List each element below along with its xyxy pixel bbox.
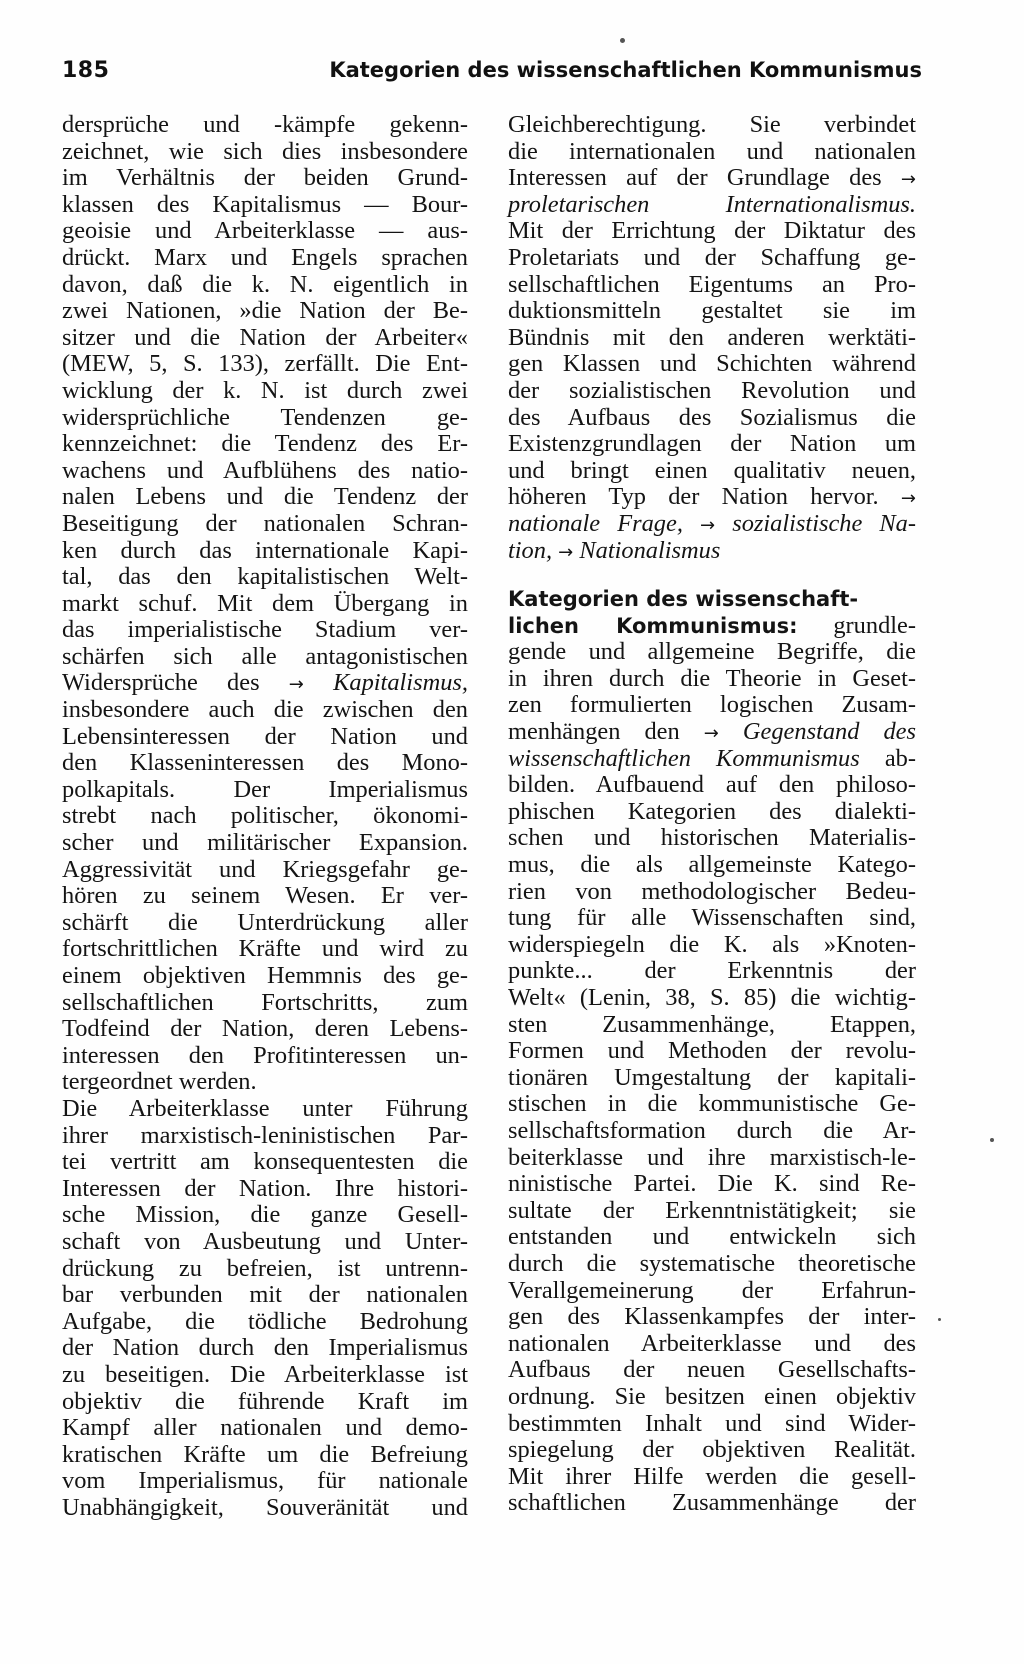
text-line: zwei Nationen, »die Nation der Be- — [62, 297, 468, 325]
text-line: sultate der Erkenntnistätigkeit; sie — [508, 1196, 916, 1224]
text-line: tergeordnet werden. — [62, 1068, 257, 1096]
cross-reference-sozialistische-nation-cont[interactable]: tion, — [508, 536, 553, 564]
text-line: kennzeichnet: die Tendenz des Er- — [62, 430, 468, 458]
cross-reference-proletarischer-internationalismus[interactable]: proletarischen Internationalismus. — [508, 190, 916, 218]
text-line: drückung zu befreien, ist untrenn- — [62, 1254, 468, 1282]
text-line: widersprüchliche Tendenzen ge- — [62, 403, 468, 431]
text-line: Gleichberechtigung. Sie verbindet — [508, 111, 916, 138]
text-line: punkte... der Erkenntnis der — [508, 957, 916, 985]
dictionary-entry — [508, 586, 916, 1517]
cross-reference-nationalismus[interactable]: Nationalismus — [579, 536, 721, 564]
text-line: bar verbunden mit der nationalen — [62, 1281, 468, 1309]
cross-reference-kapitalismus[interactable]: Kapitalismus, — [333, 669, 468, 697]
text-line: Die Arbeiterklasse unter Führung — [62, 1094, 468, 1122]
text-fragment: Interessen auf der Grundlage des — [508, 164, 901, 192]
text-line: entstanden und entwickeln sich — [508, 1223, 916, 1251]
text-line: beiterklasse und ihre marxistisch-le- — [508, 1143, 916, 1171]
cross-reference-sozialistische-nation[interactable]: sozialistische Na- — [732, 509, 916, 537]
text-line: Interessen der Nation. Ihre histori- — [62, 1174, 468, 1202]
cross-reference-gegenstand-cont[interactable]: wissenschaftlichen Kommunismus — [508, 744, 860, 772]
cross-reference-arrow-icon: → — [900, 169, 916, 191]
text-line: Verallgemeinerung der Erfahrun- — [508, 1276, 916, 1304]
text-line — [508, 165, 916, 192]
headword-part-2: lichen Kommunismus: — [508, 613, 798, 638]
headword-part-1: Kategorien des wissenschaft- — [508, 587, 859, 612]
text-line: gen des Klassenkampfes der inter- — [508, 1303, 916, 1331]
text-line: in ihren durch die Theorie in Geset- — [508, 664, 916, 692]
text-line: Mit der Errichtung der Diktatur des — [508, 217, 916, 245]
text-line: ninistische Partei. Die K. sind Re- — [508, 1170, 916, 1198]
text-fragment: grundle- — [797, 611, 916, 639]
text-line: sten Zusammenhänge, Etappen, — [508, 1010, 916, 1038]
text-line — [508, 746, 916, 773]
text-fragment: höheren Typ der Nation hervor. — [508, 483, 901, 511]
text-line: scher und militärischer Expansion. — [62, 829, 468, 857]
text-line: den Klasseninteressen des Mono- — [62, 749, 468, 777]
text-line: nationalen Arbeiterklasse und des — [508, 1329, 916, 1357]
text-line: die internationalen und nationalen — [508, 137, 916, 165]
text-line: markt schuf. Mit dem Übergang in — [62, 589, 468, 617]
text-line: geoisie und Arbeiterklasse — aus- — [62, 217, 468, 245]
text-line: schärft die Unterdrückung aller — [62, 908, 468, 936]
text-line: Mit ihrer Hilfe werden die gesell- — [508, 1462, 916, 1490]
text-line: fortschrittlichen Kräfte und wird zu — [62, 935, 468, 963]
text-line: Unabhängigkeit, Souveränität und — [62, 1493, 468, 1521]
text-line: wicklung der k. N. ist durch zwei — [62, 376, 468, 404]
text-line: objektiv die führende Kraft im — [62, 1387, 468, 1415]
text-line: duktionsmitteln gestaltet sie im — [508, 297, 916, 325]
text-line: bilden. Aufbauend auf den philoso- — [508, 771, 916, 799]
text-fragment: ab- — [859, 744, 916, 772]
text-line: Existenzgrundlagen der Nation um — [508, 430, 916, 458]
text-line: der sozialistischen Revolution und — [508, 376, 916, 404]
scan-speck — [938, 1318, 941, 1321]
entry-headword — [508, 586, 916, 613]
text-line: widerspiegeln die K. als »Knoten- — [508, 930, 916, 958]
text-line: sellschaftsformation durch die Ar- — [508, 1116, 916, 1144]
text-line: Todfeind der Nation, deren Lebens- — [62, 1015, 468, 1043]
text-line — [508, 613, 916, 640]
text-line: Bündnis mit den anderen werktäti- — [508, 323, 916, 351]
text-line: (MEW, 5, S. 133), zerfällt. Die Ent- — [62, 350, 468, 378]
text-line: davon, daß die k. N. eigentlich in — [62, 270, 468, 298]
text-line: schaft von Ausbeutung und Unter- — [62, 1227, 468, 1255]
text-line: durch die systematische theoretische — [508, 1249, 916, 1277]
text-line: tionären Umgestaltung der kapitali- — [508, 1063, 916, 1091]
text-line: Beseitigung der nationalen Schran- — [62, 509, 468, 537]
entry-separator — [508, 564, 916, 586]
text-line: rien von methodologischer Bedeu- — [508, 877, 916, 905]
cross-reference-gegenstand[interactable]: Gegenstand des — [742, 718, 916, 746]
cross-reference-nationale-frage[interactable]: nationale Frage, — [508, 509, 683, 537]
text-fragment: menhängen den — [508, 718, 704, 746]
text-line: tal, das den kapitalistischen Welt- — [62, 563, 468, 591]
text-line: insbesondere auch die zwischen den — [62, 696, 468, 724]
text-line: gende und allgemeine Begriffe, die — [508, 638, 916, 666]
text-line: schärfen sich alle antagonistischen — [62, 642, 468, 670]
text-line: des Aufbaus des Sozialismus die — [508, 403, 916, 431]
text-line: im Verhältnis der beiden Grund- — [62, 164, 468, 192]
cross-reference-arrow-icon: → — [700, 514, 716, 536]
text-line: dersprüche und -kämpfe gekenn- — [62, 111, 468, 138]
text-line: ken durch das internationale Kapi- — [62, 536, 468, 564]
text-line: sitzer und die Nation der Arbeiter« — [62, 323, 468, 351]
scan-speck — [990, 1138, 994, 1142]
text-line: Aufgabe, die tödliche Bedrohung — [62, 1307, 468, 1335]
text-line: gen Klassen und Schichten während — [508, 350, 916, 378]
text-line: polkapitals. Der Imperialismus — [62, 775, 468, 803]
text-line — [508, 511, 916, 538]
scan-speck — [620, 38, 625, 43]
text-line: drückt. Marx und Engels sprachen — [62, 243, 468, 271]
text-line: und bringt einen qualitativ neuen, — [508, 456, 916, 484]
text-line: das imperialistische Stadium ver- — [62, 616, 468, 644]
text-line: schen und historischen Materialis- — [508, 824, 916, 852]
text-line: tung für alle Wissenschaften sind, — [508, 904, 916, 932]
cross-reference-arrow-icon: → — [703, 723, 719, 745]
text-line: zeichnet, wie sich dies insbesondere — [62, 137, 468, 165]
text-line: sellschaftlichen Eigentums an Pro- — [508, 270, 916, 298]
right-column — [508, 112, 916, 1517]
text-line: schaftlichen Zusammenhänge der — [508, 1489, 916, 1517]
text-line: kratischen Kräfte um die Befreiung — [62, 1440, 468, 1468]
page-header — [62, 58, 922, 92]
text-line: sellschaftlichen Fortschritts, zum — [62, 988, 468, 1016]
text-line: Aggressivität und Kriegsgefahr ge- — [62, 855, 468, 883]
text-line: Kampf aller nationalen und demo- — [62, 1414, 468, 1442]
text-line: spiegelung der objektiven Realität. — [508, 1436, 916, 1464]
text-line: phischen Kategorien des dialekti- — [508, 797, 916, 825]
text-line: stischen in die kommunistische Ge- — [508, 1090, 916, 1118]
text-line: Lebensinteressen der Nation und — [62, 722, 468, 750]
text-line — [508, 538, 916, 565]
text-line: klassen des Kapitalismus — Bour- — [62, 190, 468, 218]
text-line: einem objektiven Hemmnis des ge- — [62, 962, 468, 989]
text-line: tei vertritt am konsequentesten die — [62, 1148, 468, 1176]
text-line: nalen Lebens und die Tendenz der — [62, 483, 468, 511]
text-line: ordnung. Sie besitzen einen objektiv — [508, 1382, 916, 1410]
cross-reference-arrow-icon: → — [558, 541, 574, 563]
cross-reference-arrow-icon: → — [288, 674, 304, 696]
text-line: wachens und Aufblühens des natio- — [62, 456, 468, 484]
text-line — [508, 719, 916, 746]
text-line: Aufbaus der neuen Gesellschafts- — [508, 1356, 916, 1384]
text-line: zen formulierten logischen Zusam- — [508, 691, 916, 719]
text-line: vom Imperialismus, für nationale — [62, 1467, 468, 1495]
text-line — [508, 484, 916, 511]
cross-reference-arrow-icon: → — [900, 488, 916, 510]
text-line: bestimmten Inhalt und sind Wider- — [508, 1409, 916, 1437]
text-line: Proletariats und der Schaffung ge- — [508, 243, 916, 271]
text-line: Welt« (Lenin, 38, S. 85) die wichtig- — [508, 984, 916, 1011]
text-line: interessen den Profitinteressen un- — [62, 1041, 468, 1069]
text-line: hören zu seinem Wesen. Er ver- — [62, 882, 468, 910]
text-line: sche Mission, die ganze Gesell- — [62, 1201, 468, 1229]
page-number: 185 — [62, 58, 110, 83]
text-line: ihrer marxistisch-leninistischen Par- — [62, 1121, 468, 1149]
running-head: Kategorien des wissenschaftlichen Kommunismus — [329, 58, 922, 82]
text-line: mus, die als allgemeinste Katego- — [508, 851, 916, 879]
text-line: strebt nach politischer, ökonomi- — [62, 802, 468, 830]
text-line: zu beseitigen. Die Arbeiterklasse ist — [62, 1360, 468, 1388]
text-line — [62, 670, 468, 697]
text-line: der Nation durch den Imperialismus — [62, 1334, 468, 1362]
text-line: Formen und Methoden der revolu- — [508, 1037, 916, 1065]
left-column — [62, 112, 468, 1521]
text-fragment: Widersprüche des — [62, 669, 289, 697]
